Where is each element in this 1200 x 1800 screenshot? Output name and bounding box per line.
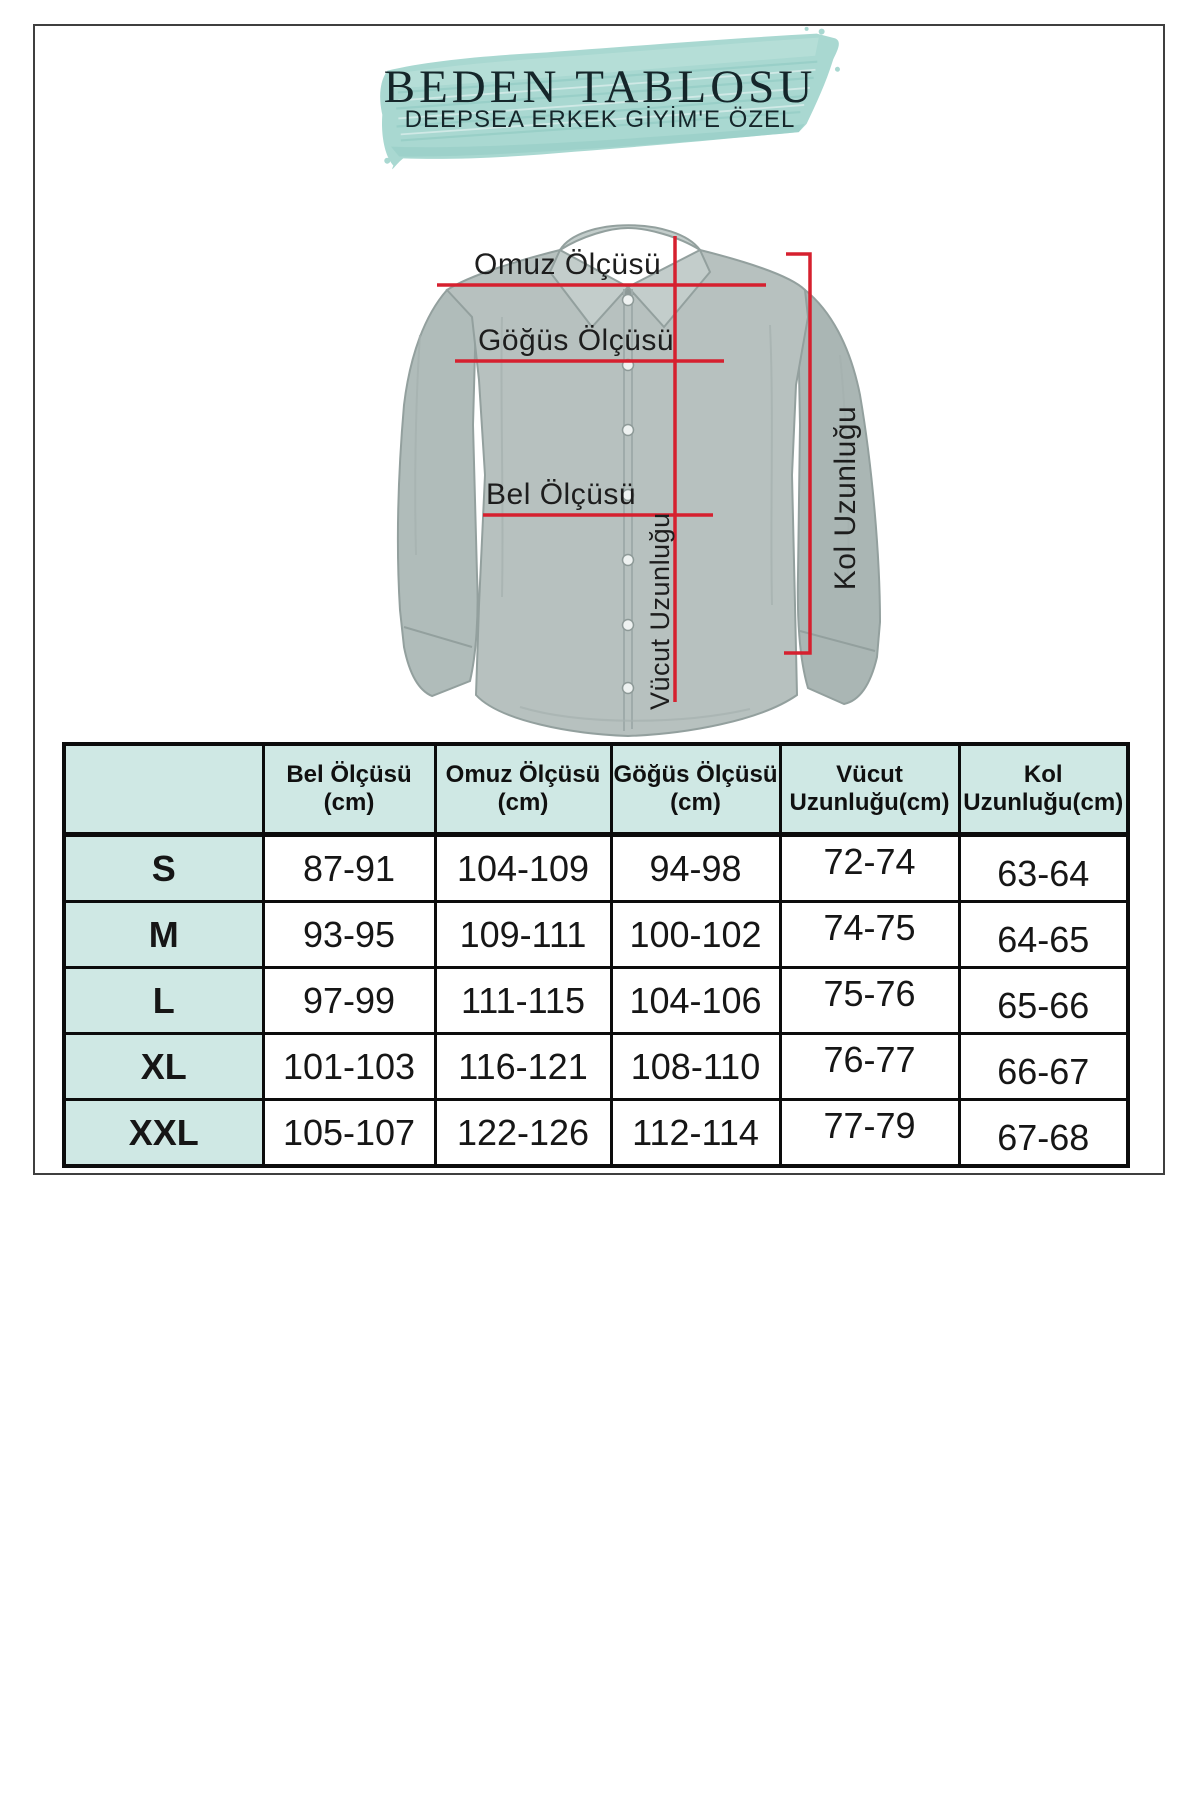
cell-bel: 101-103 (263, 1034, 435, 1100)
col-header-vucut (780, 744, 959, 835)
cell-gogus: 112-114 (611, 1100, 780, 1167)
shoulder-measure-label: Omuz Ölçüsü (474, 248, 662, 281)
arm-length-label: Kol Uzunluğu (829, 405, 862, 591)
cell-vucut-value: 74-75 (823, 906, 916, 948)
page-title: BEDEN TABLOSU (383, 61, 817, 113)
col-header-kol-line2: Uzunluğu(cm) (963, 789, 1124, 816)
cell-vucut (780, 902, 959, 968)
col-header-bel (263, 744, 435, 835)
col-header-kol (959, 744, 1128, 835)
cell-bel: 93-95 (263, 902, 435, 968)
table-row-xl (64, 1034, 1128, 1100)
size-label: S (64, 835, 263, 902)
table-header-row (64, 744, 1128, 835)
cell-kol-value: 64-65 (997, 918, 1090, 960)
cell-omuz: 109-111 (435, 902, 611, 968)
table-row-l (64, 968, 1128, 1034)
cell-vucut-value: 72-74 (823, 840, 916, 882)
cell-kol-value: 63-64 (997, 852, 1090, 894)
cell-gogus: 108-110 (611, 1034, 780, 1100)
col-header-omuz-line2: (cm) (497, 789, 549, 816)
cell-vucut (780, 968, 959, 1034)
col-header-vucut-line1: Vücut (836, 761, 903, 788)
cell-kol (959, 1100, 1128, 1167)
cell-bel: 97-99 (263, 968, 435, 1034)
cell-vucut-value: 76-77 (823, 1038, 916, 1080)
col-header-gogus (611, 744, 780, 835)
cell-vucut (780, 1100, 959, 1167)
size-label: XXL (64, 1100, 263, 1167)
size-table (62, 742, 1130, 1168)
cell-vucut (780, 1034, 959, 1100)
cell-kol (959, 1034, 1128, 1100)
col-header-bel-line2: (cm) (323, 789, 375, 816)
col-header-omuz (435, 744, 611, 835)
body-length-label: Vücut Uzunluğu (645, 512, 675, 710)
cell-omuz: 122-126 (435, 1100, 611, 1167)
size-label: M (64, 902, 263, 968)
cell-omuz: 104-109 (435, 835, 611, 902)
table-corner-cell (64, 744, 263, 835)
col-header-gogus-line2: (cm) (670, 789, 721, 816)
size-label: L (64, 968, 263, 1034)
cell-kol (959, 968, 1128, 1034)
col-header-vucut-line2: Uzunluğu(cm) (789, 789, 950, 816)
table-row-s (64, 835, 1128, 902)
cell-vucut (780, 835, 959, 902)
col-header-omuz-line1: Omuz Ölçüsü (445, 761, 601, 788)
cell-kol-value: 67-68 (997, 1116, 1090, 1158)
cell-gogus: 94-98 (611, 835, 780, 902)
cell-kol-value: 65-66 (997, 984, 1090, 1026)
cell-bel: 87-91 (263, 835, 435, 902)
cell-vucut-value: 77-79 (823, 1104, 916, 1146)
table-row-xxl (64, 1100, 1128, 1167)
cell-kol-value: 66-67 (997, 1050, 1090, 1092)
table-row-m (64, 902, 1128, 968)
cell-vucut-value: 75-76 (823, 972, 916, 1014)
page-subtitle: DEEPSEA ERKEK GİYİM'E ÖZEL (404, 106, 796, 133)
col-header-gogus-line1: Göğüs Ölçüsü (613, 761, 778, 788)
waist-measure-label: Bel Ölçüsü (486, 478, 637, 511)
cell-omuz: 111-115 (435, 968, 611, 1034)
cell-kol (959, 902, 1128, 968)
size-label: XL (64, 1034, 263, 1100)
cell-gogus: 100-102 (611, 902, 780, 968)
chest-measure-label: Göğüs Ölçüsü (478, 324, 675, 357)
cell-bel: 105-107 (263, 1100, 435, 1167)
col-header-kol-line1: Kol (1023, 761, 1063, 788)
cell-gogus: 104-106 (611, 968, 780, 1034)
cell-omuz: 116-121 (435, 1034, 611, 1100)
col-header-bel-line1: Bel Ölçüsü (286, 761, 412, 788)
cell-kol (959, 835, 1128, 902)
